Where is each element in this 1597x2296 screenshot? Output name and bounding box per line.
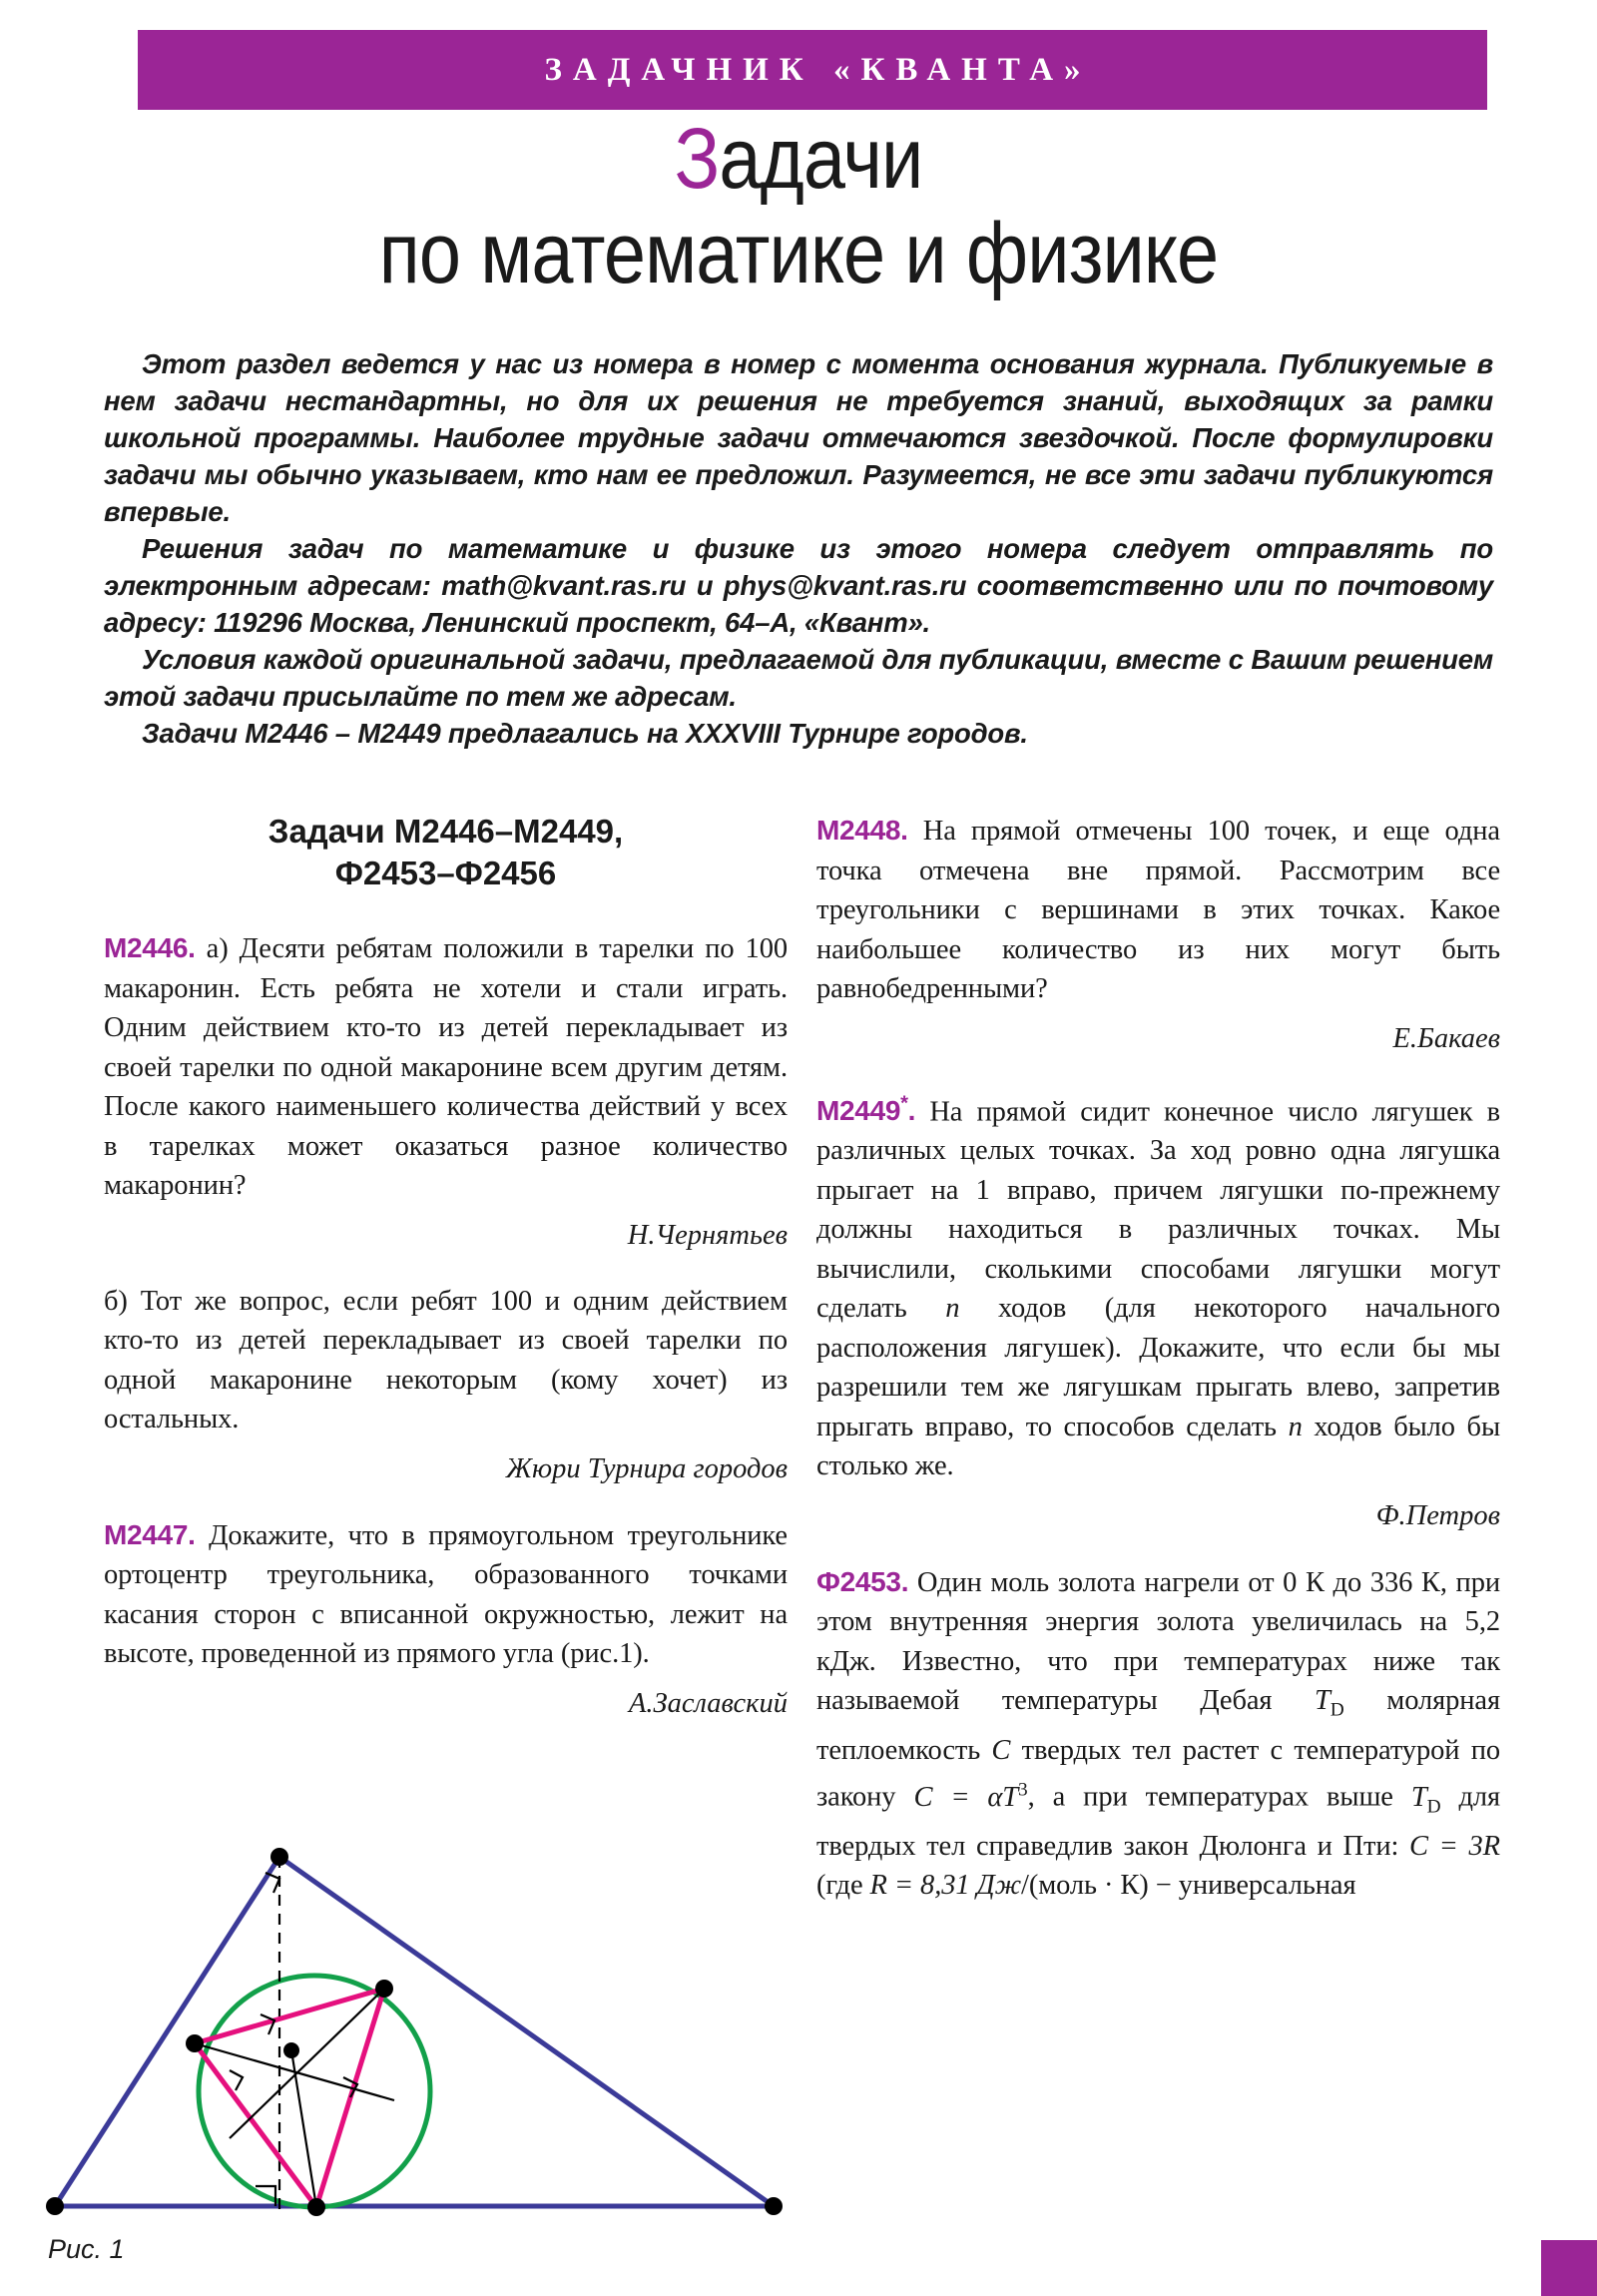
problem-m2446-author-a: Н.Чернятьев bbox=[627, 1219, 788, 1251]
problem-m2446-part-a-text: а) Десяти ребятам положили в тарелки по 100 макаронин. Есть ребята не хотели и стали играть. Одним действием кто-то из детей перекладывает из своей тарелки по одной макаронине всем другим детям. После какого наименьшего количества действий у всех в тарелках может оказаться разное количество макаронин? bbox=[104, 933, 788, 1201]
orthocenter-dot bbox=[283, 2042, 299, 2058]
problem-m2447-author: А.Заславский bbox=[628, 1687, 788, 1719]
problem-f2453-text-5: для твердых тел справедлив закон Дюлонга и Пти: bbox=[816, 1781, 1501, 1862]
problem-m2447 bbox=[104, 1515, 788, 1674]
problem-f2453-formula-1-exponent: 3 bbox=[1018, 1779, 1028, 1801]
figure-ris-1-caption: Рис. 1 bbox=[48, 2234, 125, 2264]
problem-f2453-text-7: − универсальная bbox=[1148, 1870, 1356, 1902]
intro-paragraph-1: Этот раздел ведется у нас из номера в номер с момента основания журнала. Публикуемые в нем задачи нестандартны, но для их решения не требуется знаний, выходящих за рамки школьной программы. Наиболее трудные задачи отмечаются звездочкой. После формулировки задачи мы обычно указываем, кто нам ее предложил. Разумеется, не все эти задачи публикуются впервые. bbox=[104, 348, 1493, 527]
contact-point-dot-base bbox=[307, 2198, 325, 2216]
page-title-line-1 bbox=[96, 112, 1501, 206]
vertex-dot-bottom-left bbox=[46, 2197, 64, 2215]
problem-m2449-text-1: На прямой сидит конечное число лягушек в различных целых точках. За ход ровно одна лягушка прыгает на 1 вправо, причем лягушки по-прежнему должны находиться в различных точках. Мы вычислили, сколькими способами лягушки могут сделать bbox=[816, 1095, 1500, 1325]
page-title-line-2: по математике и физике bbox=[378, 206, 1219, 301]
problem-m2449-text-3: ходов было бы столько же. bbox=[816, 1411, 1500, 1482]
problem-f2453-subscript-D-2: D bbox=[1426, 1796, 1441, 1818]
page-title-accent-letter: З bbox=[674, 111, 720, 207]
problem-number-m2449 bbox=[816, 1092, 916, 1126]
problem-m2448-author: Е.Бакаев bbox=[1392, 1022, 1500, 1054]
problem-f2453-formula-3-denominator: (моль · К) bbox=[1028, 1870, 1149, 1902]
left-column bbox=[104, 811, 788, 1728]
vertex-dot-bottom-right bbox=[765, 2197, 783, 2215]
page-title-line-1-rest: адачи bbox=[719, 111, 923, 207]
right-angle-marks bbox=[230, 1873, 357, 2206]
page-title bbox=[0, 112, 1597, 301]
problem-number-m2449-text: М2449 bbox=[816, 1094, 901, 1126]
problem-f2453-text-3: твердых тел растет с температурой по закону bbox=[816, 1734, 1500, 1813]
problem-f2453-text-6: (где bbox=[816, 1870, 870, 1902]
vertex-dot-apex bbox=[270, 1848, 288, 1866]
problem-f2453-formula-1 bbox=[913, 1779, 1028, 1813]
section-banner-label: ЗАДАЧНИК «КВАНТА» bbox=[544, 52, 1092, 88]
problem-f2453-formula-2: C = 3R bbox=[1409, 1830, 1500, 1862]
problem-m2446-part-a bbox=[104, 928, 788, 1206]
right-column bbox=[816, 811, 1500, 1916]
problem-number-m2447: М2447. bbox=[104, 1518, 196, 1550]
problems-section-heading-line-1: Задачи М2446–М2449, bbox=[267, 813, 624, 850]
intro-block bbox=[104, 345, 1493, 752]
problem-f2453-symbol-C-1: C bbox=[991, 1734, 1011, 1766]
problem-f2453-symbol-T-1: T bbox=[1315, 1685, 1331, 1717]
problem-m2448-text: На прямой отмечены 100 точек, и еще одна точка отмечена вне прямой. Рассмотрим все треугольники с вершинами в этих точках. Какое наибольшее количество из них могут быть равнобедренными? bbox=[816, 816, 1500, 1004]
problem-m2449-text-2: ходов (для некоторого начального расположения лягушек). Докажите, что если бы мы разрешили тем же лягушкам прыгать влево, запретив прыгать вправо, то способов сделать bbox=[816, 1293, 1500, 1442]
problem-f2453-formula-1-base: C = αT bbox=[913, 1781, 1019, 1813]
problem-f2453-formula-3-lead: R = 8,31 Дж bbox=[869, 1870, 1021, 1902]
contact-point-dot-right bbox=[375, 1980, 393, 1998]
right-angle-mark-left bbox=[230, 2070, 243, 2090]
problem-number-m2446: М2446. bbox=[104, 932, 196, 963]
problem-number-m2449-star: * bbox=[900, 1092, 908, 1115]
figure-ris-1 bbox=[30, 1839, 789, 2258]
problem-f2453 bbox=[816, 1562, 1500, 1906]
problem-f2453-formula-3: R = 8,31 Дж/(моль · К) bbox=[869, 1870, 1149, 1902]
problem-f2453-text-4: , а при температурах выше bbox=[1027, 1781, 1411, 1813]
figure-ris-1-svg bbox=[30, 1839, 789, 2258]
problem-number-f2453: Ф2453. bbox=[816, 1565, 909, 1597]
corner-decoration-square bbox=[1541, 2240, 1597, 2296]
problem-f2453-symbol-TD-1 bbox=[1315, 1685, 1344, 1722]
problem-m2449 bbox=[816, 1085, 1500, 1486]
problem-f2453-symbol-TD-2 bbox=[1410, 1781, 1441, 1818]
problem-number-m2449-dot: . bbox=[907, 1094, 916, 1126]
problem-f2453-symbol-T-2: T bbox=[1410, 1781, 1427, 1813]
problem-f2453-text-2: молярная теплоемкость bbox=[816, 1685, 1500, 1766]
problem-m2449-author: Ф.Петров bbox=[1375, 1499, 1500, 1531]
problem-m2449-var-n-1: n bbox=[945, 1293, 960, 1325]
problems-section-heading bbox=[104, 811, 788, 894]
problem-number-m2448: М2448. bbox=[816, 815, 908, 846]
problems-section-heading-line-2: Ф2453–Ф2456 bbox=[334, 855, 557, 891]
problem-m2447-text: Докажите, что в прямоугольном треугольнике ортоцентр треугольника, образованного точками касания сторон с вписанной окружностью, лежит на высоте, проведенной из прямого угла (рис.1). bbox=[104, 1519, 788, 1669]
section-banner bbox=[138, 30, 1487, 110]
problem-m2446-author-b: Жюри Турнира городов bbox=[505, 1452, 788, 1484]
contact-point-dot-left bbox=[186, 2034, 204, 2052]
problem-f2453-text-1: Один моль золота нагрели от 0 К до 336 К, при этом внутренняя энергия золота увеличилась на 5,2 кДж. Известно, что при температурах ниже так называемой температуры Дебая bbox=[816, 1566, 1500, 1717]
problem-m2446-part-b: б) Тот же вопрос, если ребят 100 и одним действием кто-то из детей перекладывает из своей тарелки по одной макаронине некоторым (кому хочет) из остальных. bbox=[104, 1285, 788, 1435]
intro-paragraph-4: Задачи М2446 – М2449 предлагались на XXXVIII Турнире городов. bbox=[142, 718, 1028, 749]
problem-m2449-var-n-2: n bbox=[1288, 1411, 1303, 1442]
problem-m2448 bbox=[816, 811, 1500, 1009]
intro-paragraph-3: Условия каждой оригинальной задачи, предлагаемой для публикации, вместе с Вашим решением этой задачи присылайте по тем же адресам. bbox=[104, 644, 1493, 712]
problem-f2453-subscript-D-1: D bbox=[1330, 1700, 1344, 1722]
intro-paragraph-2: Решения задач по математике и физике из этого номера следует отправлять по электронным адресам: math@kvant.ras.ru и phys@kvant.ras.ru соответственно или по почтовому адресу: 119296 Москва, Ленинский проспект, 64–А, «Квант». bbox=[104, 533, 1493, 638]
